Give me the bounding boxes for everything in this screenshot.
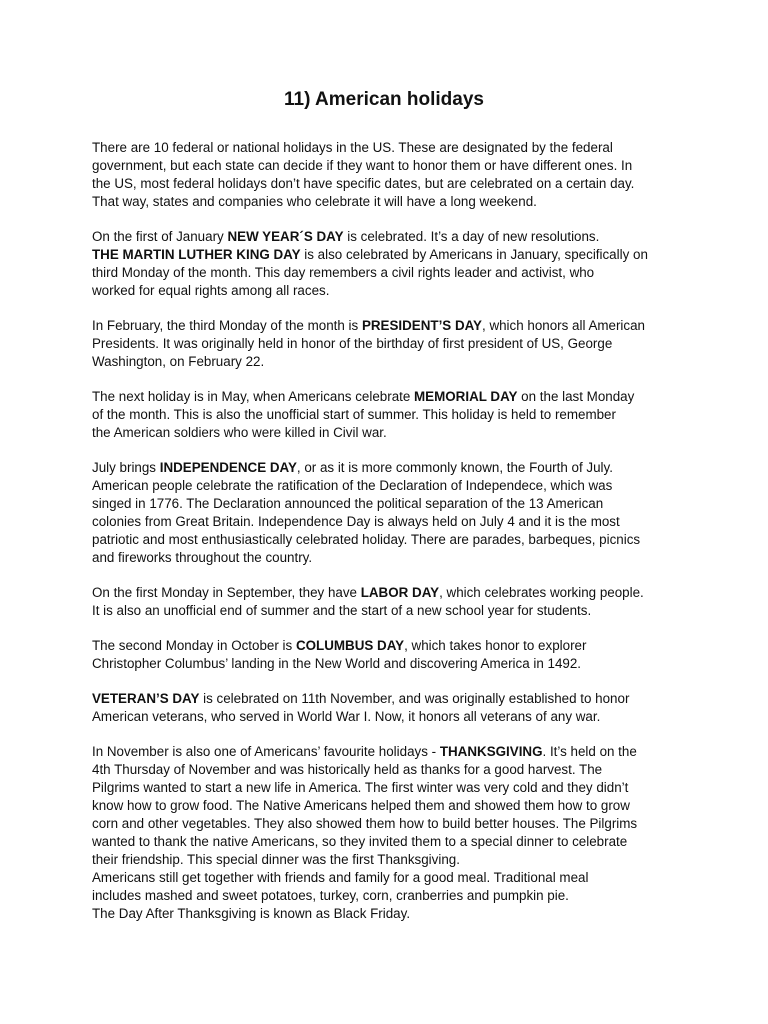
text-run: is also celebrated by Americans in January, specifically on (300, 247, 648, 262)
text-run: On the first Monday in September, they have (92, 585, 361, 600)
text-run: , which takes honor to explorer (404, 638, 587, 653)
text-line (92, 477, 682, 495)
text-run: Christopher Columbus’ landing in the New World and discovering America in 1492. (92, 656, 582, 671)
text-line (92, 690, 682, 708)
text-line (92, 406, 682, 424)
text-run: July brings (92, 460, 160, 475)
text-run: is celebrated on 11th November, and was originally established to honor (199, 691, 630, 706)
text-run: Washington, on February 22. (92, 354, 265, 369)
text-line (92, 353, 682, 371)
document-body (92, 139, 682, 923)
text-run: corn and other vegetables. They also showed them how to build better houses. The Pilgrims (92, 816, 638, 831)
text-run: , which celebrates working people. (439, 585, 644, 600)
text-line (92, 815, 682, 833)
text-run: Americans still get together with friends and family for a good meal. Traditional meal (92, 870, 589, 885)
text-line (92, 495, 682, 513)
text-line (92, 264, 682, 282)
text-line (92, 139, 682, 157)
text-run: 4th Thursday of November and was historically held as thanks for a good harvest. The (92, 762, 603, 777)
text-line (92, 335, 682, 353)
text-line (92, 193, 682, 211)
holiday-name: VETERAN’S DAY (92, 691, 200, 706)
text-run: The second Monday in October is (92, 638, 296, 653)
text-run: worked for equal rights among all races. (92, 283, 330, 298)
text-run: , or as it is more commonly known, the Fourth of July. (296, 460, 613, 475)
text-run: Presidents. It was originally held in honor of the birthday of first president of US, George (92, 336, 613, 351)
text-run: colonies from Great Britain. Independence Day is always held on July 4 and it is the most (92, 514, 620, 529)
holiday-name: PRESIDENT’S DAY (361, 318, 482, 333)
text-run: and fireworks throughout the country. (92, 550, 313, 565)
text-line (92, 388, 682, 406)
paragraph (92, 637, 682, 673)
text-line (92, 531, 682, 549)
text-run: American people celebrate the ratification of the Declaration of Independece, which was (92, 478, 613, 493)
text-run: third Monday of the month. This day remembers a civil rights leader and activist, who (92, 265, 595, 280)
text-line (92, 424, 682, 442)
holiday-name: THE MARTIN LUTHER KING DAY (92, 247, 301, 262)
text-line (92, 905, 682, 923)
text-run: There are 10 federal or national holidays in the US. These are designated by the federal (92, 140, 613, 155)
text-line (92, 602, 682, 620)
text-line (92, 549, 682, 567)
text-run: singed in 1776. The Declaration announced the political separation of the 13 American (92, 496, 604, 511)
holiday-name: NEW YEAR´S DAY (227, 229, 344, 244)
text-line (92, 851, 682, 869)
text-run: patriotic and most enthusiastically celebrated holiday. There are parades, barbeques, picnics (92, 532, 641, 547)
paragraph (92, 388, 682, 442)
text-line (92, 708, 682, 726)
text-line (92, 246, 682, 264)
document-title: 11) American holidays (284, 89, 484, 110)
text-line (92, 228, 682, 246)
text-run: know how to grow food. The Native Americans helped them and showed them how to grow (92, 798, 630, 813)
holiday-name: MEMORIAL DAY (414, 389, 518, 404)
holiday-name: THANKSGIVING (439, 744, 543, 759)
text-line (92, 655, 682, 673)
text-run: the US, most federal holidays don’t have specific dates, but are celebrated on a certain day. (92, 176, 635, 191)
text-line (92, 175, 682, 193)
text-run: includes mashed and sweet potatoes, turkey, corn, cranberries and pumpkin pie. (92, 888, 569, 903)
text-run: is celebrated. It’s a day of new resolutions. (343, 229, 600, 244)
text-line (92, 833, 682, 851)
text-line (92, 869, 682, 887)
text-run: It is also an unofficial end of summer and the start of a new school year for students. (92, 603, 592, 618)
text-line (92, 743, 682, 761)
text-run: American veterans, who served in World War I. Now, it honors all veterans of any war. (92, 709, 601, 724)
text-run: The next holiday is in May, when Americans celebrate (92, 389, 415, 404)
text-run: The Day After Thanksgiving is known as Black Friday. (92, 906, 411, 921)
text-run: their friendship. This special dinner was the first Thanksgiving. (92, 852, 460, 867)
text-line (92, 282, 682, 300)
paragraph (92, 690, 682, 726)
paragraph (92, 584, 682, 620)
text-run: on the last Monday (517, 389, 635, 404)
text-line (92, 797, 682, 815)
text-run: government, but each state can decide if they want to honor them or have different ones. In (92, 158, 633, 173)
text-line (92, 513, 682, 531)
text-run: In February, the third Monday of the month is (92, 318, 362, 333)
text-run: Pilgrims wanted to start a new life in America. The first winter was very cold and they didn’t (92, 780, 629, 795)
text-line (92, 761, 682, 779)
paragraph (92, 317, 682, 371)
paragraph (92, 228, 682, 300)
text-line (92, 779, 682, 797)
holiday-name: INDEPENDENCE DAY (159, 460, 297, 475)
text-run: . It’s held on the (542, 744, 637, 759)
paragraph (92, 459, 682, 567)
text-run: the American soldiers who were killed in Civil war. (92, 425, 387, 440)
holiday-name: COLUMBUS DAY (295, 638, 405, 653)
text-run: of the month. This is also the unofficial start of summer. This holiday is held to remember (92, 407, 616, 422)
text-line (92, 459, 682, 477)
text-run: In November is also one of Americans’ favourite holidays - (92, 744, 440, 759)
text-line (92, 317, 682, 335)
text-line (92, 887, 682, 905)
text-line (92, 157, 682, 175)
text-run: That way, states and companies who celebrate it will have a long weekend. (92, 194, 537, 209)
text-line (92, 637, 682, 655)
text-run: wanted to thank the native Americans, so they invited them to a special dinner to celebrate (92, 834, 628, 849)
paragraph (92, 743, 682, 923)
text-line (92, 584, 682, 602)
text-run: , which honors all American (482, 318, 645, 333)
text-run: On the first of January (92, 229, 228, 244)
holiday-name: LABOR DAY (360, 585, 440, 600)
paragraph (92, 139, 682, 211)
